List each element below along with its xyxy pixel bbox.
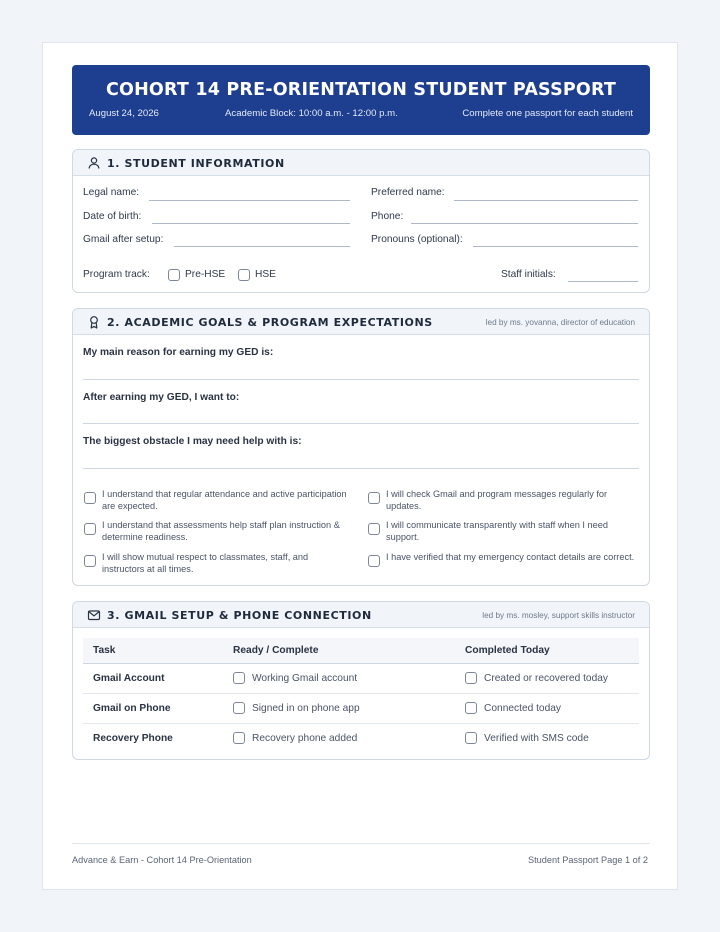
ack-checkbox-2[interactable] bbox=[368, 492, 380, 504]
dob-label: Date of birth: bbox=[83, 211, 142, 222]
program-track-label: Program track: bbox=[83, 269, 150, 280]
table-header-row bbox=[83, 638, 639, 663]
section3-header bbox=[73, 602, 649, 628]
section3-title: 3. GMAIL SETUP & PHONE CONNECTION bbox=[107, 609, 372, 622]
pronouns-field[interactable] bbox=[473, 246, 638, 247]
col-ready: Ready / Complete bbox=[223, 638, 455, 663]
preferred-name-field[interactable] bbox=[454, 200, 638, 201]
ack-text-5: I will show mutual respect to classmates, staff, and instructors at all times. bbox=[102, 552, 309, 574]
section-academic-goals bbox=[72, 308, 650, 586]
section1-header bbox=[73, 150, 649, 176]
ack-text-2: I will check Gmail and program messages regularly for updates. bbox=[386, 489, 608, 511]
goal-answer-3[interactable] bbox=[83, 468, 639, 469]
section-gmail-setup bbox=[72, 601, 650, 760]
prehse-label: Pre-HSE bbox=[185, 269, 226, 280]
ready-checkbox[interactable] bbox=[233, 732, 245, 744]
prehse-checkbox[interactable] bbox=[168, 269, 180, 281]
table-row bbox=[83, 723, 639, 753]
ack-checkbox-5[interactable] bbox=[84, 555, 96, 567]
ack-checkbox-4[interactable] bbox=[368, 523, 380, 535]
section2-title: 2. ACADEMIC GOALS & PROGRAM EXPECTATIONS bbox=[107, 316, 433, 329]
ack-text-1: I understand that regular attendance and active participation are expected. bbox=[102, 489, 347, 511]
ack-text-6: I have verified that my emergency contact details are correct. bbox=[386, 552, 635, 562]
passport-page bbox=[42, 42, 678, 890]
done-text: Created or recovered today bbox=[484, 672, 609, 684]
done-checkbox[interactable] bbox=[465, 732, 477, 744]
page-title: COHORT 14 PRE-ORIENTATION STUDENT PASSPORT bbox=[105, 80, 617, 100]
ready-text: Recovery phone added bbox=[252, 732, 358, 744]
ready-text: Working Gmail account bbox=[252, 672, 358, 684]
table-row bbox=[83, 663, 639, 693]
phone-field[interactable] bbox=[411, 223, 638, 224]
header-banner bbox=[72, 65, 650, 135]
goal-question-3: The biggest obstacle I may need help with is: bbox=[83, 436, 302, 447]
footer-left: Advance & Earn - Cohort 14 Pre-Orientation bbox=[72, 855, 252, 865]
header-date: August 24, 2026 bbox=[89, 108, 159, 119]
gmail-label: Gmail after setup: bbox=[83, 234, 164, 245]
staff-initials-label: Staff initials: bbox=[501, 269, 556, 280]
ready-text: Signed in on phone app bbox=[252, 702, 360, 714]
gmail-field[interactable] bbox=[174, 246, 350, 247]
task-name: Recovery Phone bbox=[93, 732, 173, 744]
table-row bbox=[83, 693, 639, 723]
header-note: Complete one passport for each student bbox=[462, 108, 633, 119]
ready-checkbox[interactable] bbox=[233, 702, 245, 714]
task-name: Gmail on Phone bbox=[83, 693, 223, 723]
section1-title: 1. STUDENT INFORMATION bbox=[107, 157, 285, 170]
section2-header bbox=[73, 309, 649, 335]
col-completed: Completed Today bbox=[455, 638, 639, 663]
header-block: Academic Block: 10:00 a.m. - 12:00 p.m. bbox=[225, 108, 398, 119]
ready-checkbox[interactable] bbox=[233, 672, 245, 684]
task-table bbox=[83, 638, 639, 753]
ack-text-3: I understand that assessments help staff plan instruction & determine readiness. bbox=[102, 520, 340, 542]
dob-field[interactable] bbox=[152, 223, 350, 224]
legal-name-field[interactable] bbox=[149, 200, 350, 201]
award-icon bbox=[87, 315, 101, 329]
done-text: Verified with SMS code bbox=[484, 732, 589, 744]
user-icon bbox=[87, 156, 101, 170]
goal-answer-2[interactable] bbox=[83, 423, 639, 424]
hse-checkbox[interactable] bbox=[238, 269, 250, 281]
preferred-name-label: Preferred name: bbox=[371, 187, 445, 198]
ack-checkbox-1[interactable] bbox=[84, 492, 96, 504]
col-task: Task bbox=[83, 638, 223, 663]
section-student-information bbox=[72, 149, 650, 293]
hse-label: HSE bbox=[255, 269, 276, 280]
done-checkbox[interactable] bbox=[465, 702, 477, 714]
pronouns-label: Pronouns (optional): bbox=[371, 234, 463, 245]
task-name: Gmail Account bbox=[83, 663, 223, 693]
ack-checkbox-3[interactable] bbox=[84, 523, 96, 535]
goal-question-1: My main reason for earning my GED is: bbox=[83, 347, 274, 358]
legal-name-label: Legal name: bbox=[83, 187, 140, 198]
footer-divider bbox=[72, 843, 650, 844]
goal-answer-1[interactable] bbox=[83, 379, 639, 380]
section2-lead: led by ms. yovanna, director of education bbox=[485, 318, 635, 327]
footer-right: Student Passport Page 1 of 2 bbox=[527, 855, 648, 865]
staff-initials-field[interactable] bbox=[568, 281, 638, 282]
goal-question-2: After earning my GED, I want to: bbox=[83, 392, 240, 403]
ack-text-4: I will communicate transparently with staff when I need support. bbox=[386, 520, 608, 542]
phone-label: Phone: bbox=[371, 211, 404, 222]
done-checkbox[interactable] bbox=[465, 672, 477, 684]
section3-lead: led by ms. mosley, support skills instructor bbox=[482, 611, 635, 620]
done-text: Connected today bbox=[484, 702, 562, 714]
ack-checkbox-6[interactable] bbox=[368, 555, 380, 567]
mail-icon bbox=[87, 608, 101, 622]
